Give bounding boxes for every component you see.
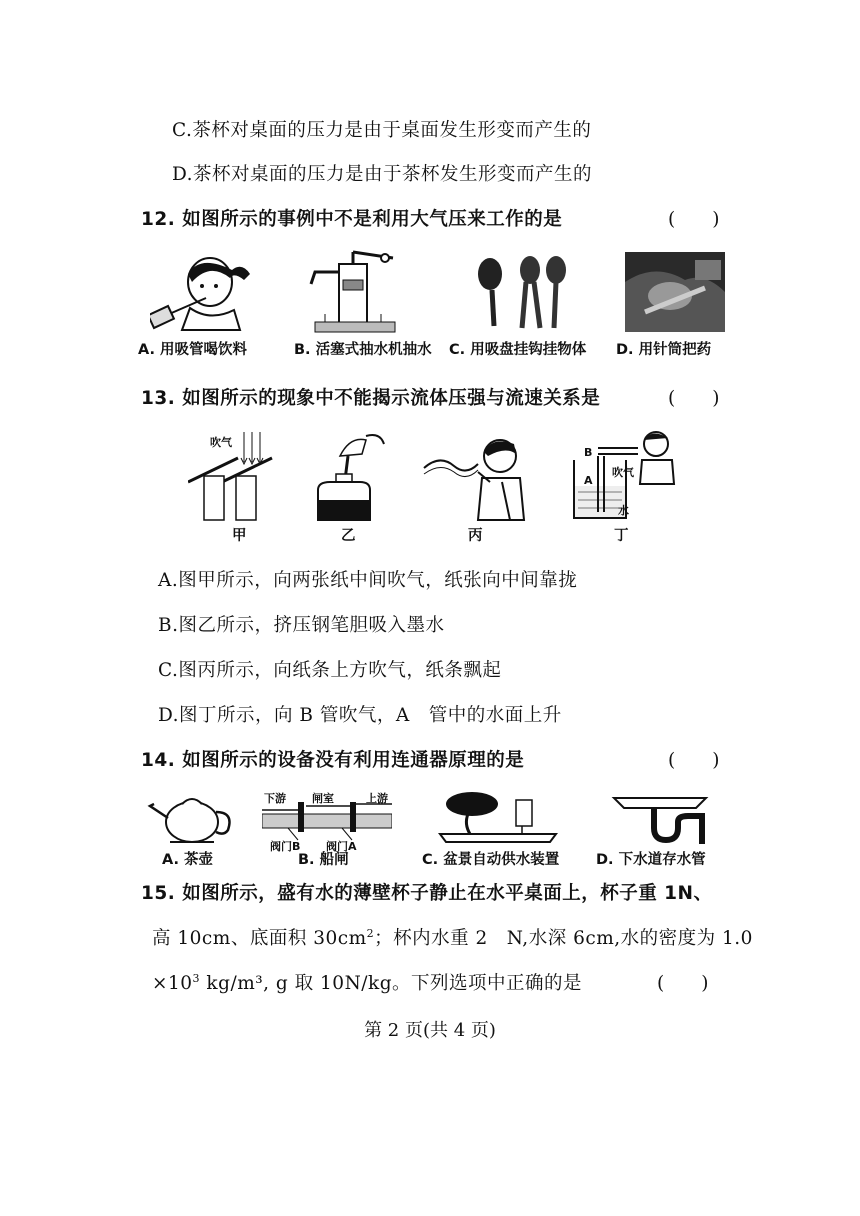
q12-stem: 12. 如图所示的事例中不是利用大气压来工作的是 xyxy=(141,209,563,230)
lock-valve-b-label: 阀门B xyxy=(270,840,301,853)
q12-caption-d: D. 用针筒把药 xyxy=(616,342,712,358)
q14-stem: 14. 如图所示的设备没有利用连通器原理的是 xyxy=(141,750,525,771)
lock-upstream-label: 上游 xyxy=(366,792,388,805)
q13-option-b: B.图乙所示，挤压钢笔胆吸入墨水 xyxy=(158,615,445,636)
tube-a-label: A xyxy=(584,474,593,487)
lock-downstream-label: 下游 xyxy=(264,792,286,805)
q13-option-c: C.图丙所示，向纸条上方吹气，纸条飘起 xyxy=(158,660,502,681)
q14-answer-paren: ( ) xyxy=(668,750,720,771)
drain-trap-figure xyxy=(610,794,710,846)
q12-answer-paren: ( ) xyxy=(668,209,720,230)
page-footer: 第 2 页(共 4 页) xyxy=(364,1020,496,1041)
syringe-photo-figure xyxy=(625,252,725,332)
q12-caption-a: A. 用吸管喝饮料 xyxy=(138,342,248,358)
two-papers-figure xyxy=(188,428,288,522)
q13-option-a: A.图甲所示，向两张纸中间吹气，纸张向中间靠拢 xyxy=(158,570,578,591)
q12-caption-b: B. 活塞式抽水机抽水 xyxy=(294,342,432,358)
q12-caption-c: C. 用吸盘挂钩挂物体 xyxy=(449,342,587,358)
q13-option-d: D.图丁所示，向 B 管吹气，A 管中的水面上升 xyxy=(158,705,562,726)
ink-bottle-pen-figure xyxy=(310,430,390,522)
q13-figure-row xyxy=(0,428,860,546)
blow-label-jia: 吹气 xyxy=(210,436,232,449)
tube-b-label: B xyxy=(584,446,593,459)
girl-drinking-straw-figure xyxy=(150,252,270,332)
q15-line-3: $\times 10^3$ kg/m³, g 取 10N/kg。下列选项中正确的是 xyxy=(152,971,583,994)
fig-label-yi: 乙 xyxy=(341,528,356,544)
lock-chamber-label: 闸室 xyxy=(312,792,334,805)
suction-hooks-figure xyxy=(470,252,580,332)
q14-caption-c: C. 盆景自动供水装置 xyxy=(422,852,560,868)
lock-valve-a-label: 阀门A xyxy=(326,840,357,853)
q15-line-2: 高 10cm、底面积 $30cm^2$；杯内水重 2 N,水深 6cm,水的密度为 1.0 xyxy=(152,926,753,949)
paper-strip-boy-figure xyxy=(420,432,530,522)
fig-label-jia: 甲 xyxy=(232,528,247,544)
q13-stem: 13. 如图所示的现象中不能揭示流体压强与流速关系是 xyxy=(141,388,601,409)
q15-answer-paren: ( ) xyxy=(657,973,709,994)
water-label: 水 xyxy=(618,504,629,517)
q14-caption-a: A. 茶壶 xyxy=(162,852,214,868)
q14-caption-d: D. 下水道存水管 xyxy=(596,852,706,868)
q14-figure-row xyxy=(0,790,860,868)
piston-pump-figure xyxy=(305,250,405,334)
q11-option-d: D.茶杯对桌面的压力是由于茶杯发生形变而产生的 xyxy=(172,164,593,185)
fig-label-bing: 丙 xyxy=(468,528,483,544)
q11-option-c: C.茶杯对桌面的压力是由于桌面发生形变而产生的 xyxy=(172,120,592,141)
fig-label-ding: 丁 xyxy=(614,528,629,544)
blow-label-ding: 吹气 xyxy=(612,466,634,479)
ship-lock-figure xyxy=(262,802,392,842)
bonsai-water-supply-figure xyxy=(438,790,558,844)
q15-line-1: 15. 如图所示，盛有水的薄壁杯子静止在水平桌面上，杯子重 1N、 xyxy=(141,883,713,904)
teapot-figure xyxy=(146,790,236,844)
q13-answer-paren: ( ) xyxy=(668,388,720,409)
q14-caption-b: B. 船闸 xyxy=(298,852,349,868)
q12-figure-row xyxy=(0,250,860,360)
